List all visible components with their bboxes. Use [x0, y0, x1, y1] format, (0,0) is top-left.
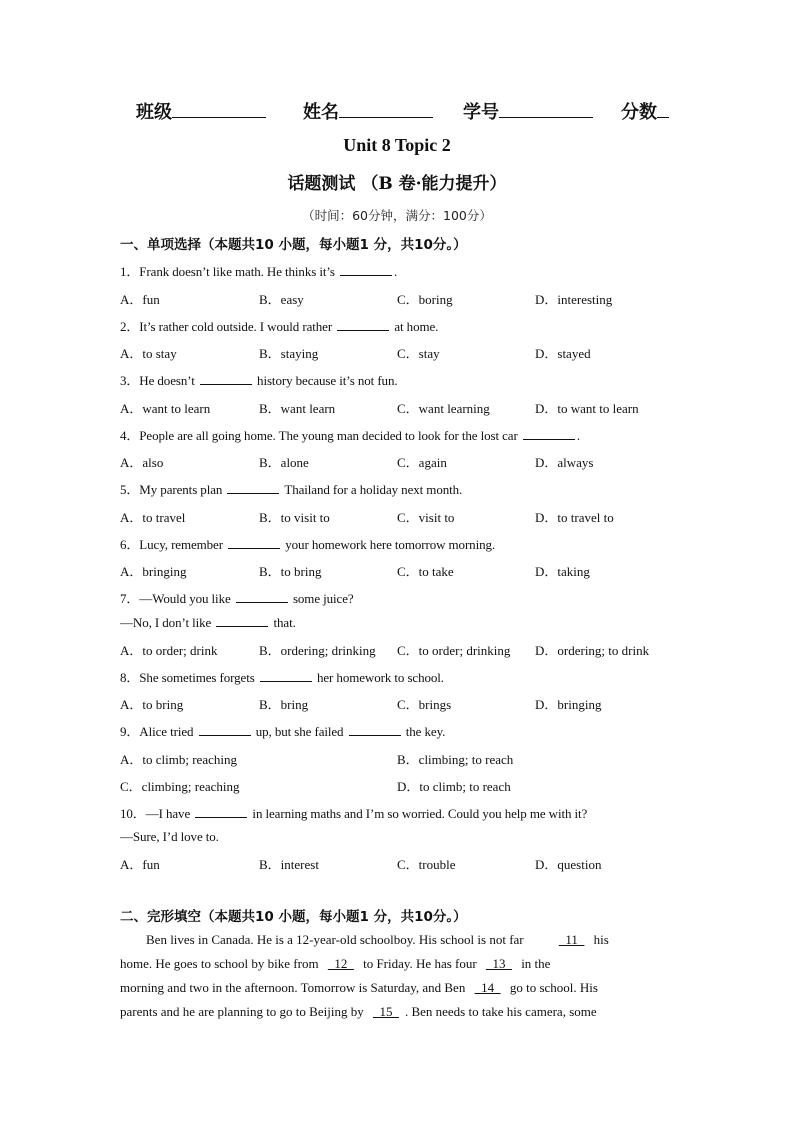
- class-label: 班级: [136, 102, 172, 123]
- student-id-label: 学号: [463, 102, 499, 123]
- question-text: the key.: [402, 724, 446, 739]
- passage-text: home. He goes to school by bike from: [120, 956, 322, 971]
- question-text: .: [576, 428, 580, 443]
- question-text: 5．My parents plan: [120, 482, 226, 497]
- name-blank[interactable]: [339, 99, 433, 118]
- class-blank[interactable]: [172, 99, 266, 118]
- question-2-option-a[interactable]: A．to stay: [120, 346, 177, 361]
- question-6-option-d[interactable]: D．taking: [535, 564, 590, 579]
- question-2-option-c[interactable]: C．stay: [397, 346, 440, 361]
- question-text: 6．Lucy, remember: [120, 537, 227, 552]
- question-text: in learning maths and I’m so worried. Could you help me with it?: [249, 806, 588, 821]
- answer-blank[interactable]: [199, 723, 251, 736]
- cloze-blank-14[interactable]: 14: [474, 980, 501, 995]
- passage-text: morning and two in the afternoon. Tomorrow is Saturday, and Ben: [120, 980, 469, 995]
- passage-text: Ben lives in Canada. He is a 12-year-old schoolboy. His school is not far: [146, 932, 527, 947]
- question-6-option-c[interactable]: C．to take: [397, 564, 454, 579]
- question-4-stem: [120, 425, 580, 444]
- question-5-option-b[interactable]: B．to visit to: [259, 510, 330, 525]
- score-blank[interactable]: [657, 99, 669, 118]
- answer-blank[interactable]: [195, 805, 247, 818]
- cloze-blank-15[interactable]: 15: [372, 1004, 399, 1019]
- section1-heading: 一、单项选择（本题共10 小题，每小题1 分，共10分。）: [120, 237, 467, 253]
- question-4-option-c[interactable]: C．again: [397, 455, 447, 470]
- section2-heading: 二、完形填空（本题共10 小题，每小题1 分，共10分。）: [120, 909, 467, 925]
- answer-blank[interactable]: [227, 481, 279, 494]
- question-3-option-c[interactable]: C．want learning: [397, 401, 490, 416]
- passage-text: his: [590, 932, 609, 947]
- question-3-option-b[interactable]: B．want learn: [259, 401, 336, 416]
- question-text: history because it’s not fun.: [253, 373, 398, 388]
- answer-blank[interactable]: [260, 669, 312, 682]
- answer-blank[interactable]: [337, 318, 389, 331]
- question-text: some juice?: [289, 591, 354, 606]
- question-4-option-d[interactable]: D．always: [535, 455, 594, 470]
- answer-blank[interactable]: [349, 723, 401, 736]
- question-2-stem: [120, 316, 438, 335]
- question-8-option-a[interactable]: A．to bring: [120, 697, 184, 712]
- question-5-option-c[interactable]: C．visit to: [397, 510, 455, 525]
- question-text: 8．She sometimes forgets: [120, 670, 258, 685]
- question-8-option-b[interactable]: B．bring: [259, 697, 309, 712]
- question-9-option-a[interactable]: A．to climb; reaching: [120, 752, 237, 767]
- question-text: 7．—Would you like: [120, 591, 234, 606]
- question-10-stem-2: [120, 829, 219, 845]
- question-2-option-b[interactable]: B．staying: [259, 346, 319, 361]
- question-4-option-a[interactable]: A．also: [120, 455, 164, 470]
- question-9-option-c[interactable]: C．climbing; reaching: [120, 779, 240, 794]
- question-text: 3．He doesn’t: [120, 373, 198, 388]
- question-9-option-d[interactable]: D．to climb; to reach: [397, 779, 511, 794]
- question-text: her homework to school.: [313, 670, 444, 685]
- class-field[interactable]: [136, 98, 266, 124]
- passage-line: [120, 928, 665, 952]
- question-5-option-a[interactable]: A．to travel: [120, 510, 186, 525]
- question-8-option-c[interactable]: C．brings: [397, 697, 452, 712]
- cloze-blank-12[interactable]: 12: [327, 956, 354, 971]
- cloze-passage: [120, 928, 665, 1024]
- question-9-option-b[interactable]: B．climbing; to reach: [397, 752, 514, 767]
- passage-line: [120, 1000, 665, 1024]
- question-10-stem: [120, 803, 587, 822]
- question-10-option-a[interactable]: A．fun: [120, 857, 160, 872]
- question-text: Thailand for a holiday next month.: [281, 482, 463, 497]
- question-5-option-d[interactable]: D．to travel to: [535, 510, 614, 525]
- score-label: 分数: [621, 102, 657, 123]
- unit-title: Unit 8 Topic 2: [343, 135, 451, 155]
- question-3-stem: [120, 370, 398, 389]
- question-8-option-d[interactable]: D．bringing: [535, 697, 602, 712]
- name-field[interactable]: [303, 98, 433, 124]
- question-text: your homework here tomorrow morning.: [282, 537, 496, 552]
- question-text: 9．Alice tried: [120, 724, 197, 739]
- question-3-option-a[interactable]: A．want to learn: [120, 401, 211, 416]
- question-3-option-d[interactable]: D．to want to learn: [535, 401, 639, 416]
- question-2-option-d[interactable]: D．stayed: [535, 346, 591, 361]
- question-text: —No, I don’t like: [120, 615, 215, 630]
- question-text: 10．—I have: [120, 806, 194, 821]
- answer-blank[interactable]: [523, 427, 575, 440]
- passage-text: . Ben needs to take his camera, some: [404, 1004, 597, 1019]
- passage-text: go to school. His: [506, 980, 598, 995]
- answer-blank[interactable]: [216, 614, 268, 627]
- question-text: that.: [270, 615, 296, 630]
- name-label: 姓名: [303, 102, 339, 123]
- passage-text: in the: [517, 956, 551, 971]
- question-1-stem: [120, 261, 397, 280]
- student-id-blank[interactable]: [499, 99, 593, 118]
- question-text: 2．It’s rather cold outside. I would rather: [120, 319, 336, 334]
- question-10-option-c[interactable]: C．trouble: [397, 857, 456, 872]
- question-text: .: [394, 264, 398, 279]
- question-text: 1．Frank doesn’t like math. He thinks it’s: [120, 264, 338, 279]
- cloze-blank-13[interactable]: 13: [485, 956, 512, 971]
- student-info-row: [0, 98, 794, 122]
- question-text: —Sure, I’d love to.: [120, 829, 219, 844]
- question-text: 4．People are all going home. The young man decided to look for the lost car: [120, 428, 521, 443]
- answer-blank[interactable]: [236, 590, 288, 603]
- question-10-option-b[interactable]: B．interest: [259, 857, 319, 872]
- question-7-stem: [120, 588, 354, 607]
- question-1-option-a[interactable]: A．fun: [120, 292, 160, 307]
- answer-blank[interactable]: [228, 536, 280, 549]
- passage-text: parents and he are planning to go to Beijing by: [120, 1004, 367, 1019]
- question-6-option-a[interactable]: A．bringing: [120, 564, 187, 579]
- answer-blank[interactable]: [200, 372, 252, 385]
- test-title: 话题测试 （B 卷·能力提升）: [287, 174, 507, 194]
- student-id-field[interactable]: [463, 98, 593, 124]
- question-text: up, but she failed: [252, 724, 347, 739]
- question-7-option-d[interactable]: D．ordering; to drink: [535, 643, 650, 658]
- question-text: at home.: [391, 319, 439, 334]
- question-8-stem: [120, 667, 444, 686]
- passage-line: [120, 976, 665, 1000]
- question-10-option-d[interactable]: D．question: [535, 857, 602, 872]
- question-5-stem: [120, 479, 462, 498]
- time-and-score-note: （时间：60分钟，满分：100分）: [302, 208, 492, 223]
- question-4-option-b[interactable]: B．alone: [259, 455, 309, 470]
- question-7-option-c[interactable]: C．to order; drinking: [397, 643, 511, 658]
- passage-text: to Friday. He has four: [359, 956, 480, 971]
- cloze-blank-11[interactable]: 11: [558, 932, 585, 947]
- question-1-option-d[interactable]: D．interesting: [535, 292, 613, 307]
- answer-blank[interactable]: [340, 263, 392, 276]
- question-7-option-a[interactable]: A．to order; drink: [120, 643, 218, 658]
- score-field[interactable]: [621, 98, 669, 124]
- question-9-stem: [120, 721, 445, 740]
- question-7-stem-2: [120, 614, 296, 631]
- question-6-stem: [120, 534, 495, 553]
- passage-line: [120, 952, 665, 976]
- question-1-option-b[interactable]: B．easy: [259, 292, 304, 307]
- question-6-option-b[interactable]: B．to bring: [259, 564, 322, 579]
- question-1-option-c[interactable]: C．boring: [397, 292, 453, 307]
- question-7-option-b[interactable]: B．ordering; drinking: [259, 643, 376, 658]
